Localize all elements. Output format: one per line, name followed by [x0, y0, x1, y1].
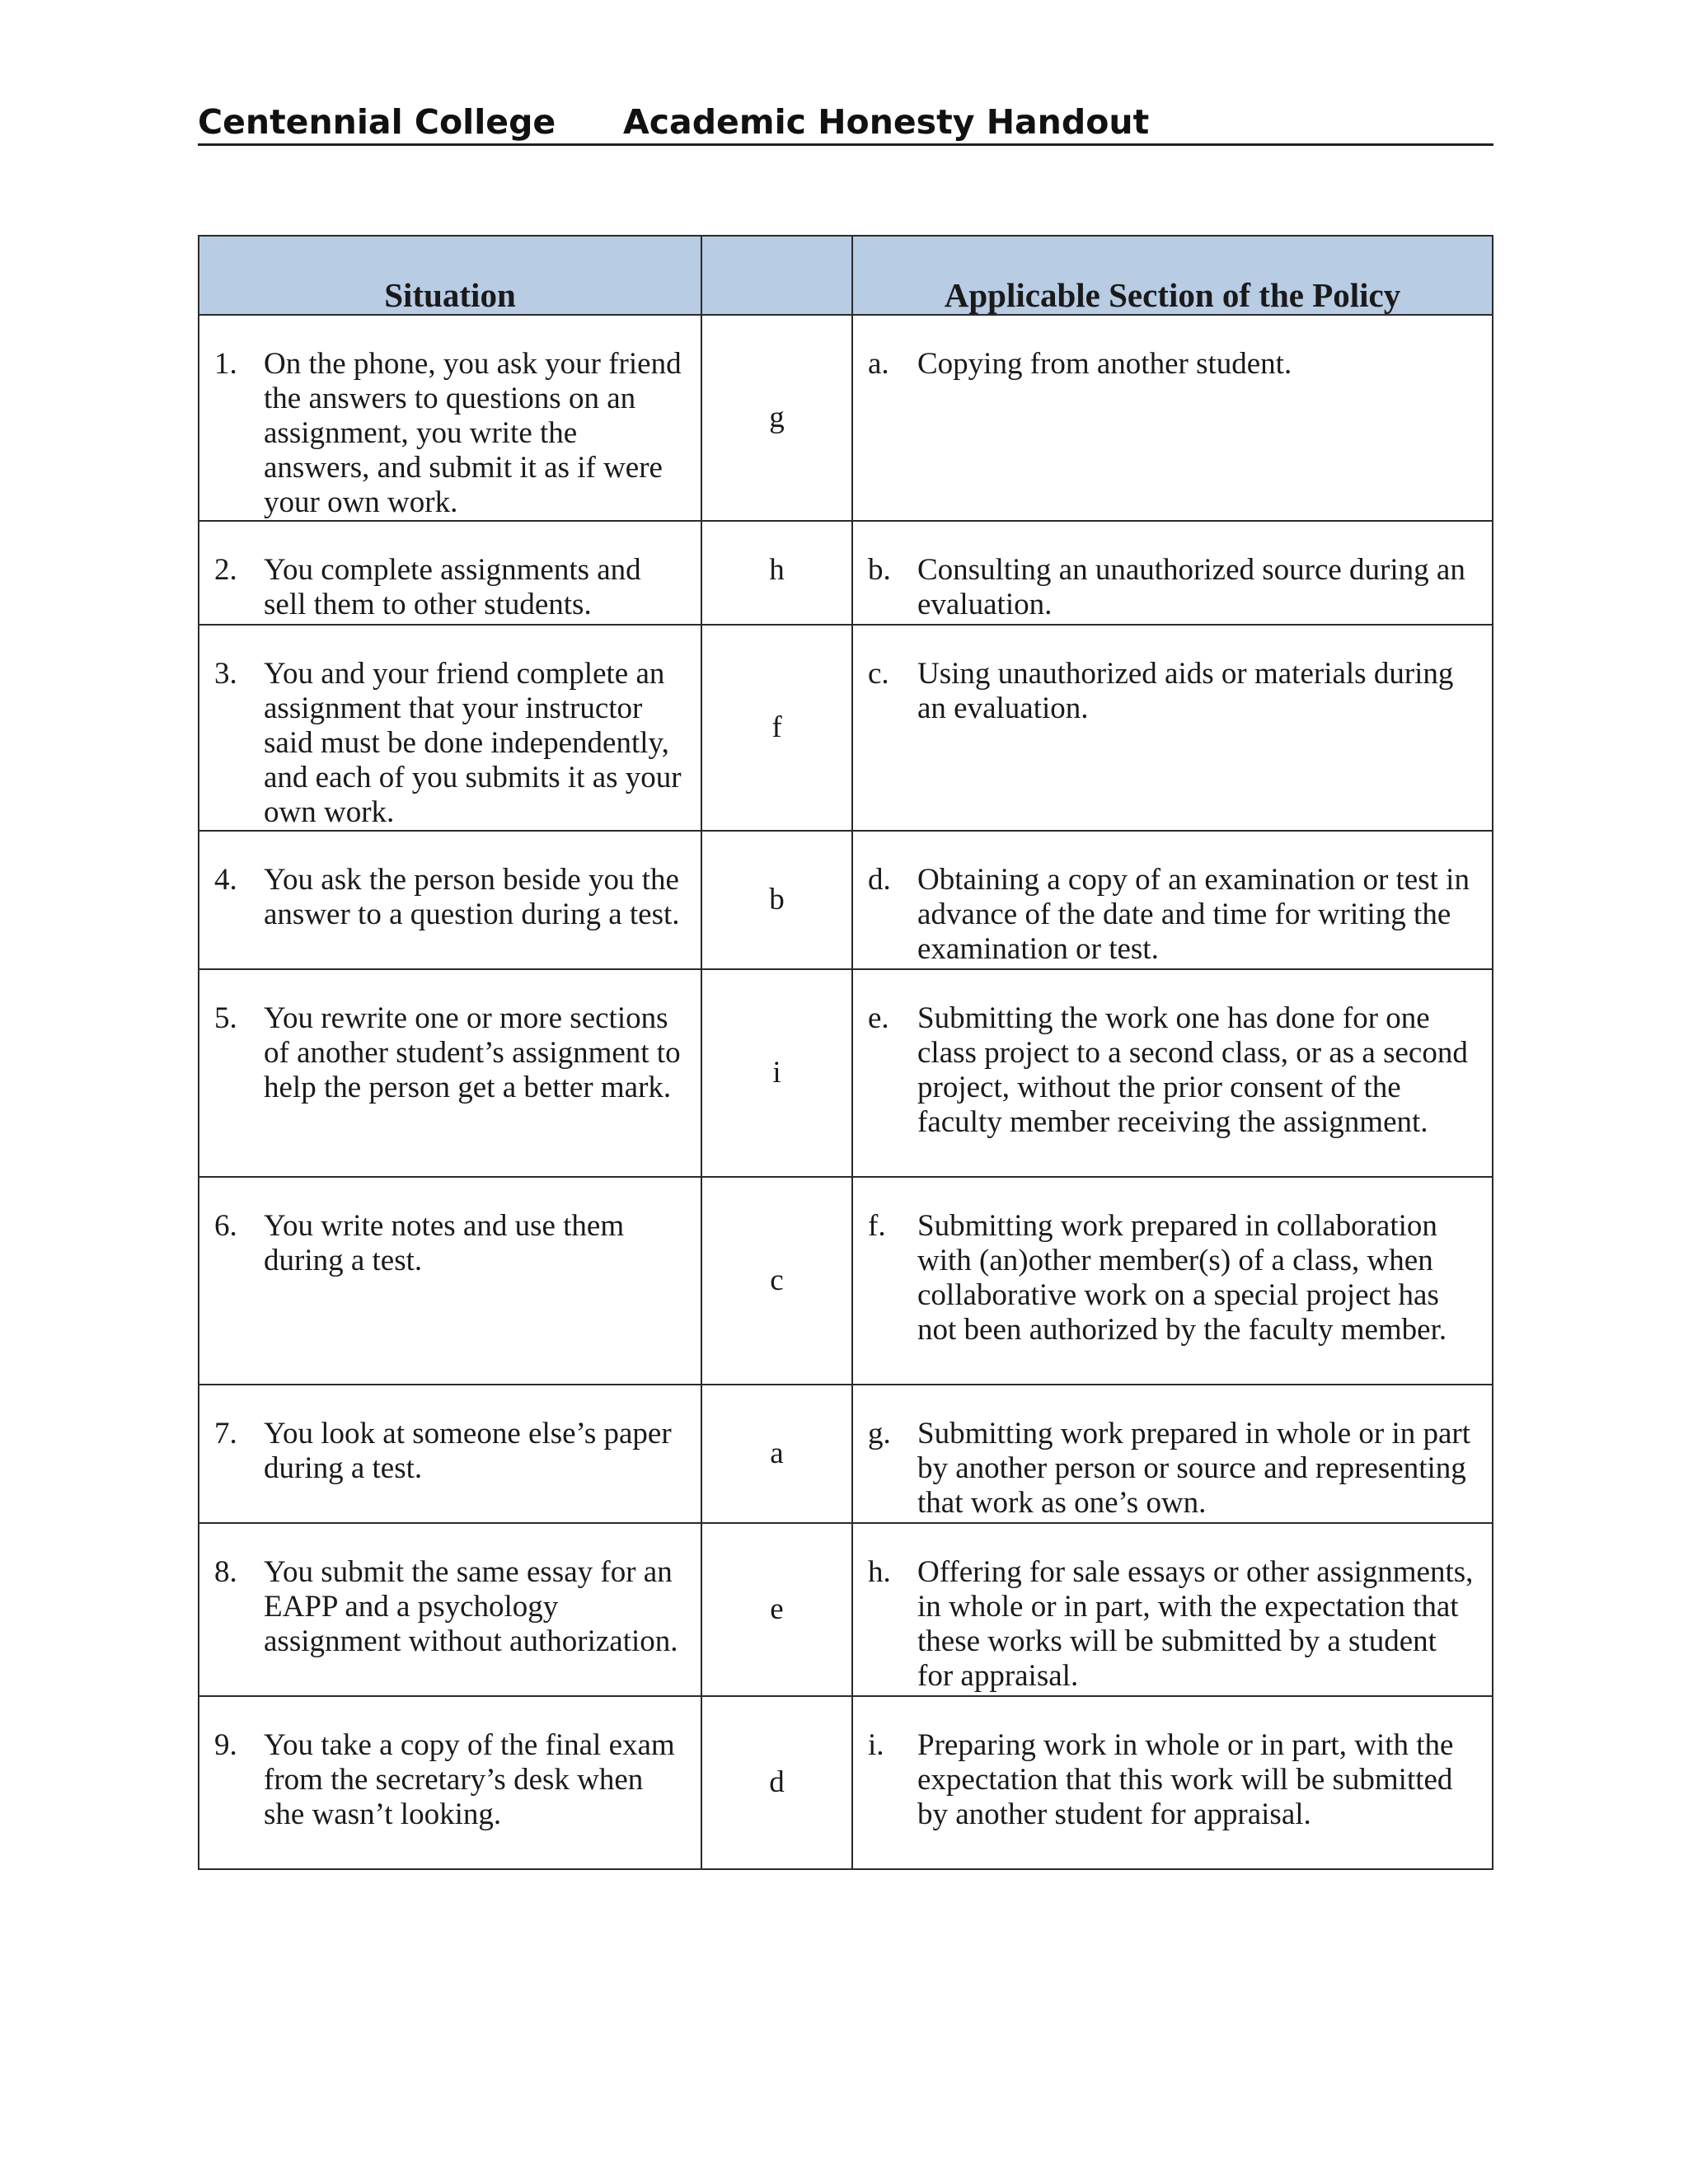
policy-cell — [852, 521, 1493, 625]
policy-text: Obtaining a copy of an examination or test in advance of the date and time for writing the examination or test. — [917, 863, 1470, 966]
table-row — [199, 831, 1493, 969]
situation-number: 8. — [214, 1555, 237, 1589]
situation-number: 4. — [214, 863, 237, 897]
situation-text: You submit the same essay for an EAPP and a psychology assignment without authorization. — [264, 1555, 678, 1658]
situation-cell — [199, 521, 701, 625]
policy-letter: b. — [868, 553, 891, 587]
policy-letter: a. — [868, 347, 889, 381]
answer-cell: h — [701, 521, 852, 625]
situation-number: 9. — [214, 1728, 237, 1762]
policy-letter: g. — [868, 1417, 891, 1451]
situation-text: You complete assignments and sell them to other students. — [264, 553, 641, 621]
situation-cell — [199, 1177, 701, 1385]
situation-cell — [199, 1385, 701, 1523]
page-title: Academic Honesty Handout — [623, 102, 1150, 142]
table-row — [199, 969, 1493, 1177]
policy-cell — [852, 1177, 1493, 1385]
policy-text: Preparing work in whole or in part, with the expectation that this work will be submitted by another student for appraisal. — [917, 1728, 1454, 1831]
table-row — [199, 1385, 1493, 1523]
answer-cell: e — [701, 1523, 852, 1696]
situation-cell — [199, 315, 701, 521]
policy-text: Submitting the work one has done for one class project to a second class, or as a second project, without the prior consent of the faculty member receiving the assignment. — [917, 1001, 1468, 1139]
situation-text: You ask the person beside you the answer to a question during a test. — [264, 863, 680, 931]
situation-text: On the phone, you ask your friend the answers to questions on an assignment, you write the answers, and submit it as if were your own work. — [264, 347, 682, 519]
policy-cell — [852, 1696, 1493, 1869]
policy-text: Consulting an unauthorized source during an evaluation. — [917, 553, 1465, 621]
column-header-answer — [701, 236, 852, 315]
table-row — [199, 315, 1493, 521]
policy-cell — [852, 969, 1493, 1177]
situation-cell — [199, 625, 701, 831]
answer-cell: i — [701, 969, 852, 1177]
situation-number: 7. — [214, 1417, 237, 1451]
situation-number: 1. — [214, 347, 237, 381]
situation-number: 3. — [214, 657, 237, 691]
situation-cell — [199, 1523, 701, 1696]
situation-text: You take a copy of the final exam from the secretary’s desk when she wasn’t looking. — [264, 1728, 675, 1831]
situation-cell — [199, 1696, 701, 1869]
table-row — [199, 625, 1493, 831]
policy-letter: d. — [868, 863, 891, 897]
policy-letter: f. — [868, 1209, 886, 1243]
situation-number: 2. — [214, 553, 237, 587]
answer-cell: d — [701, 1696, 852, 1869]
table-row — [199, 1696, 1493, 1869]
policy-letter: e. — [868, 1001, 889, 1035]
policy-text: Using unauthorized aids or materials during an evaluation. — [917, 657, 1454, 725]
policy-letter: h. — [868, 1555, 891, 1589]
policy-text: Copying from another student. — [917, 347, 1292, 381]
policy-cell — [852, 831, 1493, 969]
policy-cell — [852, 625, 1493, 831]
policy-text: Offering for sale essays or other assignments, in whole or in part, with the expectation that these works will be submitted by a student for appraisal. — [917, 1555, 1474, 1693]
answer-cell: a — [701, 1385, 852, 1523]
table-row — [199, 521, 1493, 625]
situation-cell — [199, 969, 701, 1177]
policy-letter: c. — [868, 657, 889, 691]
situation-text: You look at someone else’s paper during a test. — [264, 1417, 672, 1485]
policy-letter: i. — [868, 1728, 884, 1762]
situation-number: 6. — [214, 1209, 237, 1243]
situation-number: 5. — [214, 1001, 237, 1035]
table-row — [199, 1177, 1493, 1385]
policy-cell — [852, 1385, 1493, 1523]
policy-cell — [852, 315, 1493, 521]
situation-text: You write notes and use them during a test. — [264, 1209, 625, 1277]
table-row — [199, 1523, 1493, 1696]
page-header — [198, 101, 1493, 146]
column-header-situation: Situation — [199, 236, 701, 315]
answer-cell: g — [701, 315, 852, 521]
policy-cell — [852, 1523, 1493, 1696]
policy-text: Submitting work prepared in collaboration with (an)other member(s) of a class, when collaborative work on a special project has not been authorized by the faculty member. — [917, 1209, 1447, 1347]
policy-text: Submitting work prepared in whole or in part by another person or source and representing that work as one’s own. — [917, 1417, 1471, 1520]
answer-cell: f — [701, 625, 852, 831]
table-header-row — [199, 236, 1493, 315]
answer-cell: b — [701, 831, 852, 969]
answer-cell: c — [701, 1177, 852, 1385]
academic-honesty-table — [198, 235, 1493, 1870]
situation-text: You rewrite one or more sections of another student’s assignment to help the person get a better mark. — [264, 1001, 681, 1104]
situation-text: You and your friend complete an assignment that your instructor said must be done independently, and each of you submits it as your own work. — [264, 657, 682, 829]
situation-cell — [199, 831, 701, 969]
column-header-policy: Applicable Section of the Policy — [852, 236, 1493, 315]
college-name: Centennial College — [198, 102, 556, 142]
